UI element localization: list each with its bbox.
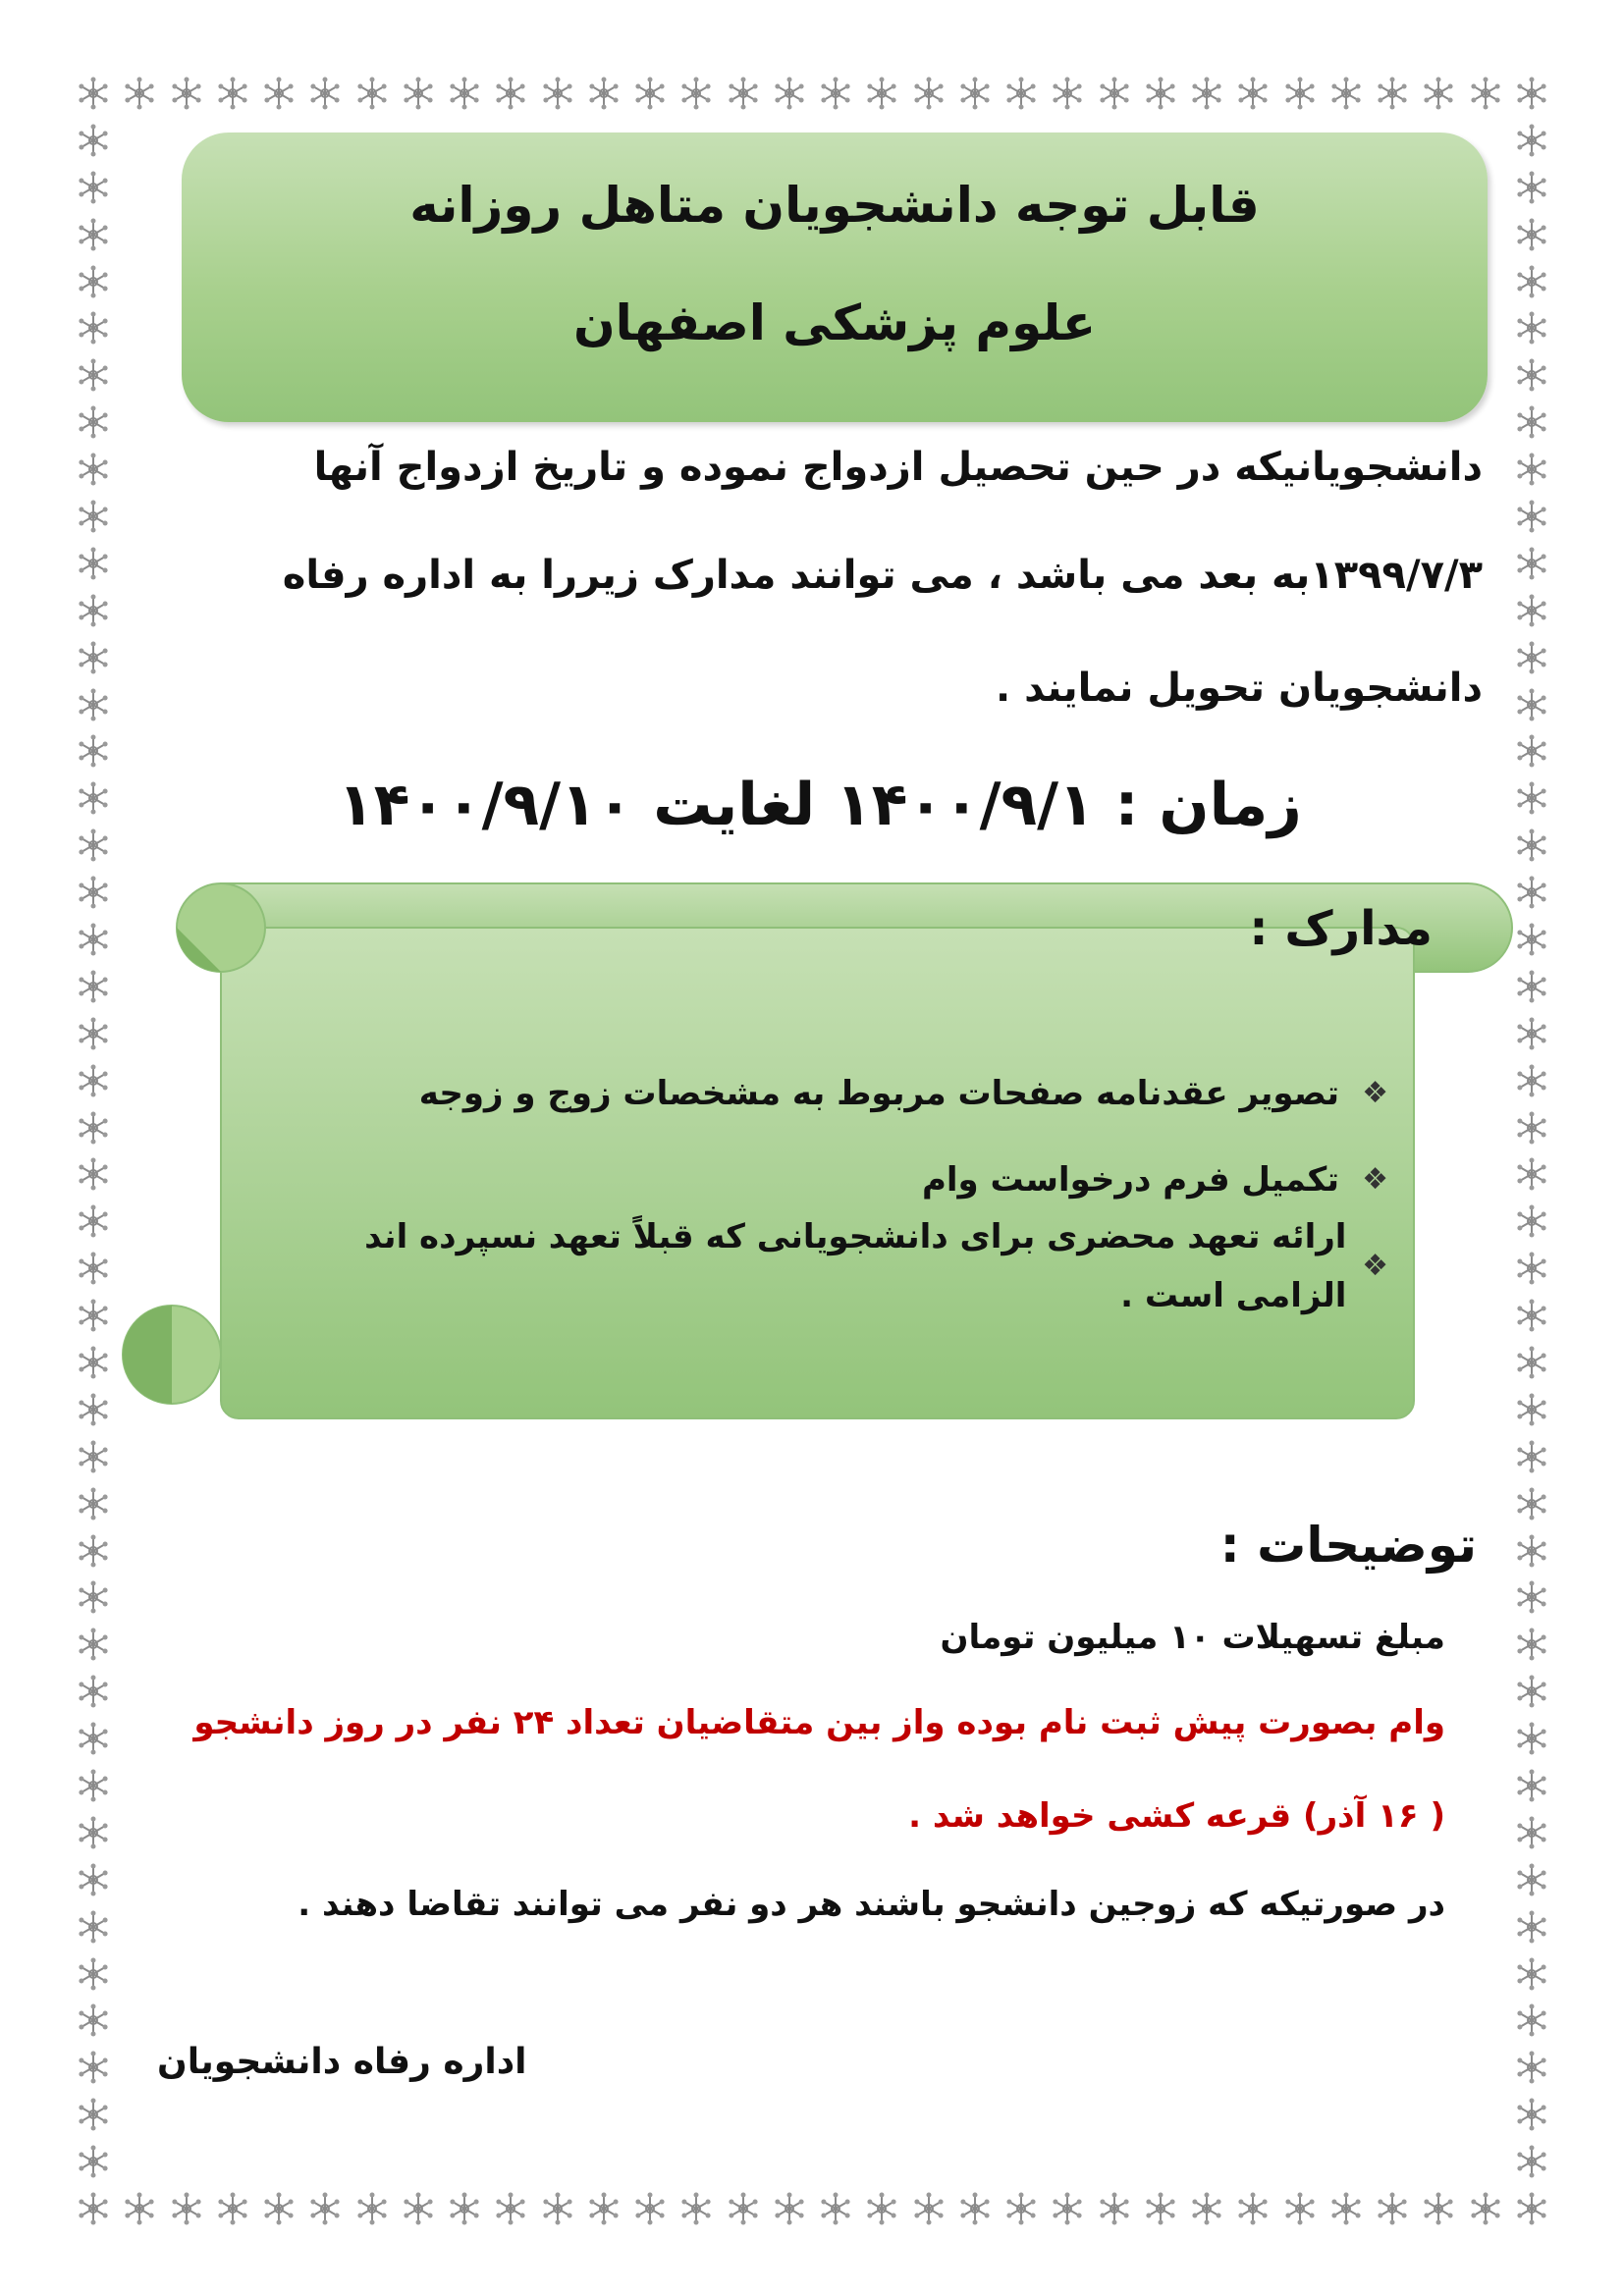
snowflake-icon xyxy=(1517,548,1545,580)
snowflake-icon xyxy=(729,2193,757,2225)
snowflake-icon xyxy=(79,2004,107,2037)
snowflake-icon xyxy=(79,1253,107,1285)
snowflake-icon xyxy=(1517,782,1545,815)
snowflake-icon xyxy=(635,78,664,110)
snowflake-icon xyxy=(79,1112,107,1145)
diamond-bullet-icon: ❖ xyxy=(1362,1162,1388,1197)
diamond-bullet-icon: ❖ xyxy=(1362,1249,1388,1283)
snowflake-icon xyxy=(1517,78,1545,110)
snowflake-icon xyxy=(1100,2193,1128,2225)
snowflake-icon xyxy=(1378,78,1406,110)
snowflake-icon xyxy=(1517,1958,1545,1991)
snowflake-icon xyxy=(79,1205,107,1238)
snowflake-icon xyxy=(1517,1864,1545,1896)
snowflake-icon xyxy=(264,78,293,110)
snowflake-icon xyxy=(79,877,107,909)
snowflake-icon xyxy=(79,125,107,157)
snowflake-icon xyxy=(79,924,107,956)
snowflake-icon xyxy=(681,2193,710,2225)
note-lottery-line-2: ( ۱۶ آذر) قرعه کشی خواهد شد . xyxy=(908,1796,1445,1836)
snowflake-icon xyxy=(1424,78,1452,110)
snowflake-icon xyxy=(218,2193,246,2225)
snowflake-icon xyxy=(1517,829,1545,862)
snowflake-icon xyxy=(1517,1911,1545,1944)
snowflake-icon xyxy=(79,1958,107,1991)
snowflake-icon xyxy=(821,2193,849,2225)
snowflake-icon xyxy=(79,1723,107,1755)
snowflake-icon xyxy=(79,1581,107,1614)
snowflake-icon xyxy=(79,2193,107,2225)
snowflake-icon xyxy=(1331,78,1360,110)
snowflake-icon xyxy=(79,312,107,345)
snowflake-icon xyxy=(310,2193,339,2225)
snowflake-icon xyxy=(1517,454,1545,486)
snowflake-icon xyxy=(450,78,478,110)
snowflake-icon xyxy=(79,406,107,439)
intro-line-1: دانشجویانیکه در حین تحصیل ازدواج نموده و تاریخ ازدواج آنها xyxy=(313,445,1483,490)
snowflake-icon xyxy=(1517,1723,1545,1755)
snowflake-icon xyxy=(1517,1535,1545,1568)
snowflake-icon xyxy=(543,2193,571,2225)
snowflake-icon xyxy=(1238,2193,1267,2225)
snowflake-icon xyxy=(496,2193,524,2225)
snowflake-icon xyxy=(79,359,107,392)
snowflake-icon xyxy=(775,2193,803,2225)
snowflake-icon xyxy=(1517,501,1545,533)
intro-line-2: ۱۳۹۹/۷/۳به بعد می باشد ، می توانند مدارک زیررا به اداره رفاه xyxy=(282,553,1483,598)
snowflake-icon xyxy=(79,2099,107,2131)
snowflake-icon xyxy=(729,78,757,110)
snowflake-icon xyxy=(1517,595,1545,627)
snowflake-icon xyxy=(1146,2193,1174,2225)
snowflake-icon xyxy=(79,1535,107,1568)
snowflake-icon xyxy=(1517,125,1545,157)
intro-line-3: دانشجویان تحویل نمایند . xyxy=(996,666,1483,711)
snowflake-icon xyxy=(867,78,895,110)
snowflake-icon xyxy=(450,2193,478,2225)
snowflake-icon xyxy=(1517,2099,1545,2131)
snowflake-icon xyxy=(79,1488,107,1521)
snowflake-icon xyxy=(1517,312,1545,345)
snowflake-icon xyxy=(1517,642,1545,674)
snowflake-icon xyxy=(496,78,524,110)
snowflake-icon xyxy=(960,2193,989,2225)
snowflake-icon xyxy=(1517,689,1545,721)
snowflake-icon xyxy=(404,78,432,110)
notes-heading: توضیحات : xyxy=(1219,1517,1477,1574)
note-couples: در صورتیکه که زوجین دانشجو باشند هر دو نفر می توانند تقاضا دهند . xyxy=(298,1885,1445,1924)
snowflake-icon xyxy=(79,1676,107,1708)
snowflake-icon xyxy=(1331,2193,1360,2225)
snowflake-icon xyxy=(218,78,246,110)
snowflake-icon xyxy=(914,2193,943,2225)
snowflake-icon xyxy=(125,2193,153,2225)
snowflake-icon xyxy=(543,78,571,110)
document-item-1: تصویر عقدنامه صفحات مربوط به مشخصات زوج و زوجه xyxy=(418,1074,1339,1113)
snowflake-icon xyxy=(589,2193,618,2225)
snowflake-icon xyxy=(79,595,107,627)
snowflake-icon xyxy=(1517,1770,1545,1802)
snowflake-icon xyxy=(79,2052,107,2084)
snowflake-icon xyxy=(79,1629,107,1661)
snowflake-icon xyxy=(1517,2004,1545,2037)
snowflake-icon xyxy=(79,1770,107,1802)
snowflake-icon xyxy=(1517,1488,1545,1521)
diamond-bullet-icon: ❖ xyxy=(1362,1076,1388,1110)
snowflake-icon xyxy=(1100,78,1128,110)
snowflake-icon xyxy=(79,454,107,486)
snowflake-icon xyxy=(79,1441,107,1473)
documents-heading: مدارک : xyxy=(1249,901,1433,956)
snowflake-icon xyxy=(1517,1629,1545,1661)
snowflake-icon xyxy=(1517,266,1545,298)
list-item xyxy=(308,1217,1388,1315)
snowflake-icon xyxy=(914,78,943,110)
snowflake-icon xyxy=(1471,2193,1499,2225)
snowflake-icon xyxy=(79,1347,107,1379)
snowflake-icon xyxy=(79,548,107,580)
snowflake-icon xyxy=(79,1864,107,1896)
snowflake-icon xyxy=(79,1911,107,1944)
snowflake-icon xyxy=(1285,2193,1314,2225)
snowflake-icon xyxy=(775,78,803,110)
snowflake-icon xyxy=(79,78,107,110)
snowflake-icon xyxy=(1238,78,1267,110)
title-banner xyxy=(182,133,1488,422)
snowflake-icon xyxy=(1285,78,1314,110)
snowflake-icon xyxy=(79,1018,107,1050)
snowflake-icon xyxy=(635,2193,664,2225)
snowflake-icon xyxy=(79,1158,107,1191)
snowflake-icon xyxy=(1517,1581,1545,1614)
list-item xyxy=(308,1050,1388,1137)
snowflake-icon xyxy=(1517,359,1545,392)
snowflake-icon xyxy=(172,2193,200,2225)
snowflake-icon xyxy=(1192,78,1220,110)
snowflake-icon xyxy=(79,1300,107,1332)
snowflake-icon xyxy=(79,642,107,674)
note-amount: مبلغ تسهیلات ۱۰ میلیون تومان xyxy=(940,1618,1445,1657)
snowflake-icon xyxy=(1424,2193,1452,2225)
document-item-2: تکمیل فرم درخواست وام xyxy=(921,1160,1339,1200)
snowflake-icon xyxy=(681,78,710,110)
title-line-2: علوم پزشکی اصفهان xyxy=(573,294,1096,351)
snowflake-icon xyxy=(79,219,107,251)
snowflake-icon xyxy=(1053,78,1081,110)
snowflake-icon xyxy=(125,78,153,110)
snowflake-icon xyxy=(960,78,989,110)
time-range: زمان : ۱۴۰۰/۹/۱ لغایت ۱۴۰۰/۹/۱۰ xyxy=(338,771,1302,839)
signature: اداره رفاه دانشجویان xyxy=(157,2042,527,2082)
snowflake-icon xyxy=(79,829,107,862)
snowflake-icon xyxy=(1517,1817,1545,1849)
snowflake-icon xyxy=(1378,2193,1406,2225)
snowflake-icon xyxy=(1517,735,1545,768)
title-line-1: قابل توجه دانشجویان متاهل روزانه xyxy=(409,177,1260,234)
snowflake-icon xyxy=(79,266,107,298)
snowflake-icon xyxy=(1471,78,1499,110)
snowflake-icon xyxy=(172,78,200,110)
snowflake-icon xyxy=(1517,2052,1545,2084)
snowflake-icon xyxy=(79,689,107,721)
document-item-3: ارائه تعهد محضری برای دانشجویانی که قبلاً تعهد نسپرده اند الزامی است . xyxy=(364,1217,1347,1315)
snowflake-icon xyxy=(404,2193,432,2225)
snowflake-icon xyxy=(1006,2193,1035,2225)
snowflake-icon xyxy=(1192,2193,1220,2225)
snowflake-icon xyxy=(589,78,618,110)
snowflake-icon xyxy=(1146,78,1174,110)
snowflake-icon xyxy=(79,501,107,533)
snowflake-icon xyxy=(1517,1676,1545,1708)
snowflake-icon xyxy=(264,2193,293,2225)
snowflake-icon xyxy=(79,172,107,204)
snowflake-icon xyxy=(79,971,107,1003)
snowflake-icon xyxy=(1517,219,1545,251)
documents-list xyxy=(308,1050,1388,1315)
snowflake-icon xyxy=(821,78,849,110)
snowflake-icon xyxy=(1517,406,1545,439)
snowflake-icon xyxy=(1517,172,1545,204)
note-lottery-line-1: وام بصورت پیش ثبت نام بوده واز بین متقاضیان تعداد ۲۴ نفر در روز دانشجو xyxy=(193,1703,1445,1742)
snowflake-icon xyxy=(1006,78,1035,110)
snowflake-icon xyxy=(310,78,339,110)
snowflake-icon xyxy=(79,2146,107,2178)
snowflake-icon xyxy=(79,735,107,768)
snowflake-icon xyxy=(79,782,107,815)
snowflake-icon xyxy=(1053,2193,1081,2225)
snowflake-icon xyxy=(79,1817,107,1849)
snowflake-icon xyxy=(79,1394,107,1426)
snowflake-icon xyxy=(357,2193,386,2225)
snowflake-icon xyxy=(79,1065,107,1097)
snowflake-icon xyxy=(357,78,386,110)
snowflake-icon xyxy=(1517,2193,1545,2225)
snowflake-icon xyxy=(867,2193,895,2225)
snowflake-icon xyxy=(1517,2146,1545,2178)
snowflake-icon xyxy=(1517,1441,1545,1473)
